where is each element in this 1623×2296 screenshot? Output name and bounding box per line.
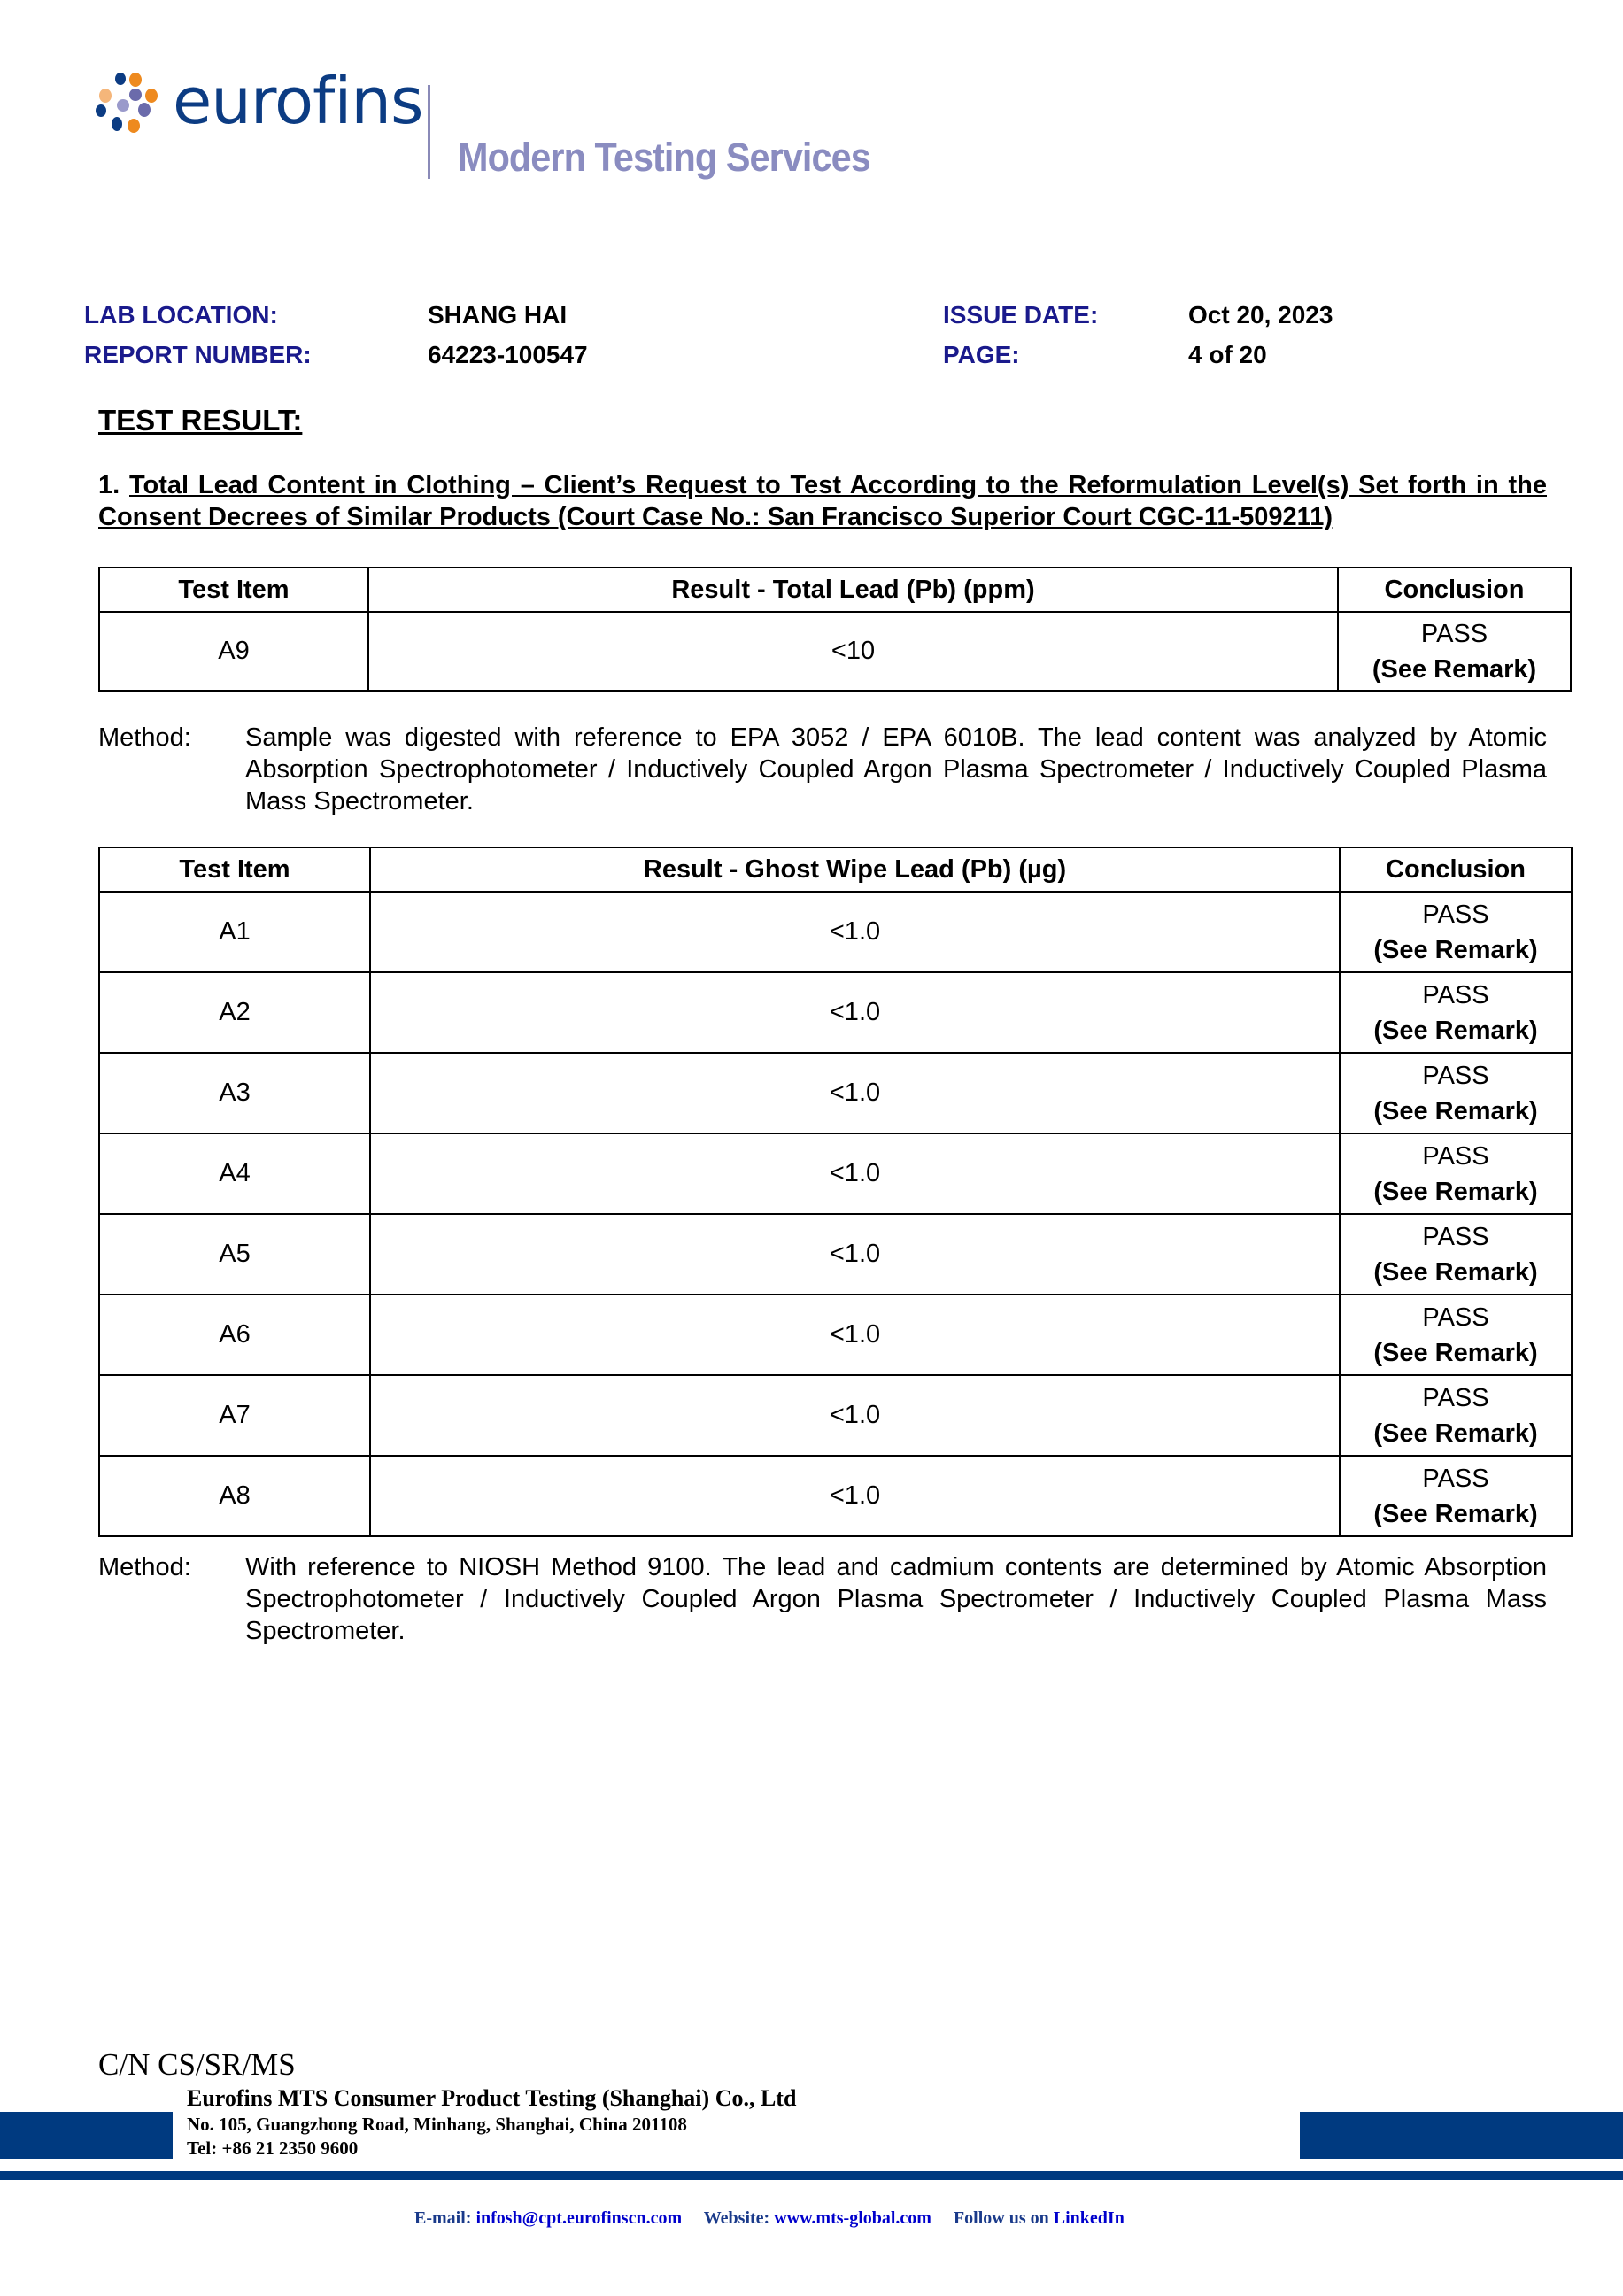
website-label: Website: — [703, 2208, 770, 2228]
result: <1.0 — [370, 972, 1340, 1053]
company-tel: Tel: +86 21 2350 9600 — [187, 2138, 359, 2159]
issue-date: Oct 20, 2023 — [1188, 301, 1333, 329]
conclusion-status: PASS — [1422, 980, 1489, 1009]
table-row — [99, 1133, 1572, 1214]
eurofins-logo-icon — [96, 73, 162, 136]
divider — [428, 85, 430, 179]
page-number: 4 of 20 — [1188, 341, 1267, 368]
conclusion-remark: (See Remark) — [1373, 1096, 1538, 1125]
conclusion-status: PASS — [1422, 1141, 1489, 1171]
result: <10 — [368, 612, 1338, 691]
conclusion-remark: (See Remark) — [1373, 1257, 1538, 1287]
conclusion-status: PASS — [1420, 619, 1488, 648]
conclusion — [1340, 1053, 1572, 1133]
table-row — [99, 612, 1571, 691]
method-label: Method: — [98, 1553, 191, 1581]
conclusion-status: PASS — [1422, 1464, 1489, 1493]
col-result: Result - Ghost Wipe Lead (Pb) (µg) — [370, 847, 1340, 892]
conclusion-remark: (See Remark) — [1373, 935, 1538, 964]
test-item: A8 — [99, 1456, 370, 1536]
col-conclusion: Conclusion — [1340, 847, 1572, 892]
table-header — [99, 847, 1572, 892]
table-row — [99, 892, 1572, 972]
conclusion-remark: (See Remark) — [1373, 1177, 1538, 1206]
document-code: C/N CS/SR/MS — [98, 2047, 296, 2082]
table-row — [99, 972, 1572, 1053]
conclusion — [1338, 612, 1571, 691]
conclusion-remark: (See Remark) — [1373, 1338, 1538, 1367]
test-item: A4 — [99, 1133, 370, 1214]
conclusion — [1340, 1214, 1572, 1295]
col-result: Result - Total Lead (Pb) (ppm) — [368, 568, 1338, 612]
conclusion-remark: (See Remark) — [1373, 1499, 1538, 1528]
conclusion-status: PASS — [1422, 1222, 1489, 1251]
company-address: No. 105, Guangzhong Road, Minhang, Shanghai, China 201108 — [187, 2114, 687, 2135]
table-row — [99, 1456, 1572, 1536]
conclusion-status: PASS — [1422, 1303, 1489, 1332]
email-link[interactable]: infosh@cpt.eurofinscn.com — [475, 2208, 683, 2228]
method-2 — [98, 1551, 1547, 1647]
table-row — [99, 1214, 1572, 1295]
page-label: PAGE: — [943, 341, 1020, 368]
contact-line — [414, 2208, 1125, 2229]
conclusion-remark: (See Remark) — [1373, 1419, 1538, 1448]
result: <1.0 — [370, 1456, 1340, 1536]
report-number-label: REPORT NUMBER: — [84, 341, 312, 368]
conclusion — [1340, 1456, 1572, 1536]
total-lead-table — [98, 567, 1572, 692]
test-item: A5 — [99, 1214, 370, 1295]
conclusion-remark: (See Remark) — [1373, 1016, 1538, 1045]
follow-label: Follow us on — [953, 2208, 1049, 2228]
conclusion — [1340, 972, 1572, 1053]
test-item: A1 — [99, 892, 370, 972]
conclusion — [1340, 1375, 1572, 1456]
section-heading — [98, 469, 1547, 533]
test-item: A9 — [99, 612, 368, 691]
result: <1.0 — [370, 1375, 1340, 1456]
ghost-wipe-table — [98, 847, 1573, 1537]
brand-name: eurofins — [173, 64, 423, 138]
method-1 — [98, 722, 1547, 817]
result: <1.0 — [370, 892, 1340, 972]
footer-block-right — [1300, 2112, 1623, 2159]
table-row — [99, 1375, 1572, 1456]
website-link[interactable]: www.mts-global.com — [774, 2208, 931, 2228]
method-text: Sample was digested with reference to EPA 3052 / EPA 6010B. The lead content was analyzed by Atomic Absorption Spectrophotometer / Inductively Coupled Argon Plasma Spectrometer / Inductively Coupled Plasma Mass Spectrometer. — [245, 723, 1547, 816]
test-result-title: TEST RESULT: — [98, 404, 303, 437]
conclusion-status: PASS — [1422, 1383, 1489, 1412]
col-test-item: Test Item — [99, 847, 370, 892]
section-number: 1. — [98, 471, 120, 499]
result: <1.0 — [370, 1133, 1340, 1214]
test-item: A3 — [99, 1053, 370, 1133]
conclusion — [1340, 892, 1572, 972]
footer-block-left — [0, 2112, 173, 2159]
col-test-item: Test Item — [99, 568, 368, 612]
test-item: A2 — [99, 972, 370, 1053]
conclusion-status: PASS — [1422, 900, 1489, 929]
col-conclusion: Conclusion — [1338, 568, 1571, 612]
lab-location: SHANG HAI — [428, 301, 568, 329]
linkedin-link[interactable]: LinkedIn — [1053, 2208, 1125, 2228]
company-name: Eurofins MTS Consumer Product Testing (Shanghai) Co., Ltd — [187, 2085, 797, 2111]
lab-location-label: LAB LOCATION: — [84, 301, 278, 329]
issue-date-label: ISSUE DATE: — [943, 301, 1099, 329]
conclusion-remark: (See Remark) — [1372, 654, 1537, 684]
email-label: E-mail: — [414, 2208, 472, 2228]
table-row — [99, 1053, 1572, 1133]
result: <1.0 — [370, 1295, 1340, 1375]
test-item: A6 — [99, 1295, 370, 1375]
test-item: A7 — [99, 1375, 370, 1456]
tagline: Modern Testing Services — [458, 135, 870, 180]
table-row — [99, 1295, 1572, 1375]
method-label: Method: — [98, 723, 191, 752]
footer-bar — [0, 2171, 1623, 2180]
result: <1.0 — [370, 1214, 1340, 1295]
conclusion — [1340, 1295, 1572, 1375]
table-header — [99, 568, 1571, 612]
result: <1.0 — [370, 1053, 1340, 1133]
report-number: 64223-100547 — [428, 341, 588, 368]
section-title: Total Lead Content in Clothing – Client’s Request to Test According to the Reformulation Level(s) Set forth in the Consent Decrees of Similar Products (Court Case No.: San Francisco Superior Court CGC-11-509211) — [98, 471, 1547, 531]
conclusion-status: PASS — [1422, 1061, 1489, 1090]
conclusion — [1340, 1133, 1572, 1214]
method-text: With reference to NIOSH Method 9100. The lead and cadmium contents are determined by Atomic Absorption Spectrophotometer / Inductively Coupled Argon Plasma Spectrometer / Inductively Coupled Plasma Mass Spectrometer. — [245, 1553, 1547, 1645]
